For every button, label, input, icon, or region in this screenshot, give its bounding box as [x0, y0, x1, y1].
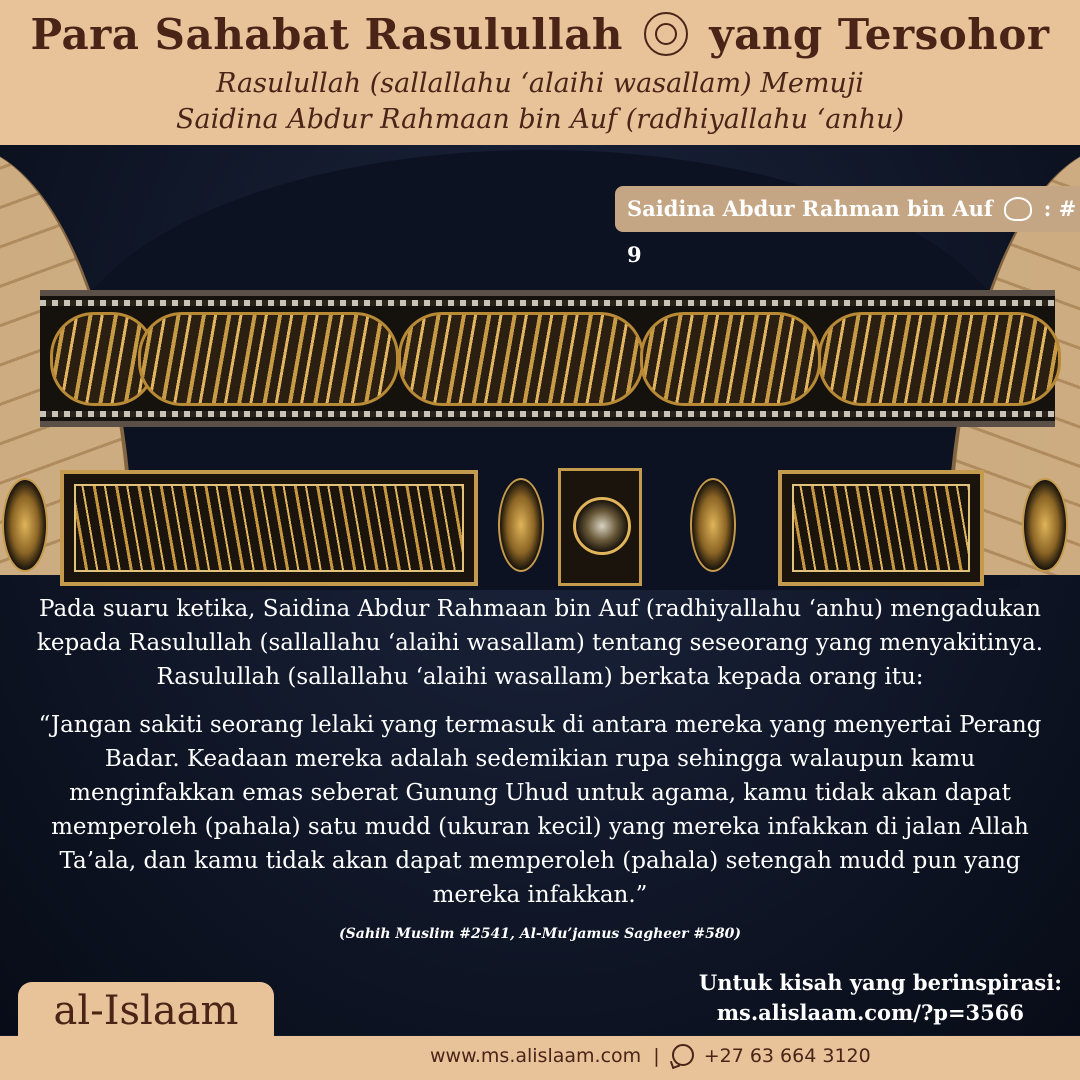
kiswa-medallion	[690, 478, 736, 572]
calligraphy-cartouche	[398, 312, 644, 406]
calligraphy-cartouche	[640, 312, 821, 406]
series-badge	[615, 186, 1080, 267]
band-stripe-bottom	[40, 411, 1055, 417]
kiswa-calligraphy-band	[40, 290, 1055, 427]
salawat-calligraphy-icon	[644, 12, 688, 56]
subtitle-line1: Rasulullah (sallallahu ‘alaihi wasallam) Memuji	[216, 68, 864, 99]
logo-name: al-Islaam	[53, 988, 239, 1034]
footer	[0, 1036, 1080, 1080]
whatsapp-icon	[672, 1044, 694, 1066]
badge-label: Saidina Abdur Rahman bin Auf	[627, 196, 993, 221]
cta-link[interactable]: ms.alislaam.com/?p=3566	[716, 1000, 1024, 1025]
title-part2: yang Tersohor	[709, 10, 1050, 59]
kiswa-medallion	[2, 478, 48, 572]
radhiyallahu-calligraphy-icon	[1004, 197, 1032, 221]
hadith-source: (Sahih Muslim #2541, Al-Mu’jamus Sagheer #580)	[339, 926, 741, 942]
footer-website[interactable]: www.ms.alislaam.com	[430, 1045, 642, 1067]
subtitle-line2: Saidina Abdur Rahmaan bin Auf (radhiyallahu ‘anhu)	[175, 104, 905, 135]
header	[0, 0, 1080, 145]
calligraphy-cartouche	[818, 312, 1061, 406]
kiswa-calligraphy-panel	[60, 470, 478, 586]
calligraphy-cartouche	[138, 312, 399, 406]
band-stripe-top	[40, 300, 1055, 306]
page-title	[0, 10, 1080, 60]
title-part1: Para Sahabat Rasulullah	[30, 10, 623, 59]
kiswa-medallion	[498, 478, 544, 572]
kiswa-calligraphy-panel	[778, 470, 984, 586]
narrative-paragraph: Pada suaru ketika, Saidina Abdur Rahmaan bin Auf (radhiyallahu ‘anhu) mengadukan kepada Rasulullah (sallallahu ‘alaihi wasallam) tentang seseorang yang menyakitinya. Rasulullah (sallallahu ‘alaihi wasallam) berkata kepada orang itu:	[36, 596, 1044, 690]
footer-contact	[430, 1045, 871, 1068]
hadith-quote: “Jangan sakiti seorang lelaki yang termasuk di antara mereka yang menyertai Perang Badar. Keadaan mereka adalah sedemikian rupa sehingga walaupun kamu menginfakkan emas seberat Gunung Uhud untuk agama, kamu tidak akan dapat memperoleh (pahala) satu mudd (ukuran kecil) yang mereka infakkan di jalan Allah Ta’ala, dan kamu tidak akan dapat memperoleh (pahala) setengah mudd pun yang mereka infakkan.”	[38, 712, 1042, 908]
cta-line1: Untuk kisah yang berinspirasi:	[698, 970, 1062, 995]
call-to-action	[562, 968, 1062, 1028]
footer-phone[interactable]: +27 63 664 3120	[703, 1045, 871, 1067]
badge-number: : # 9	[627, 196, 1077, 267]
kiswa-square-medallion	[558, 468, 642, 586]
kiswa-medallion	[1022, 478, 1068, 572]
footer-separator: |	[653, 1045, 660, 1067]
